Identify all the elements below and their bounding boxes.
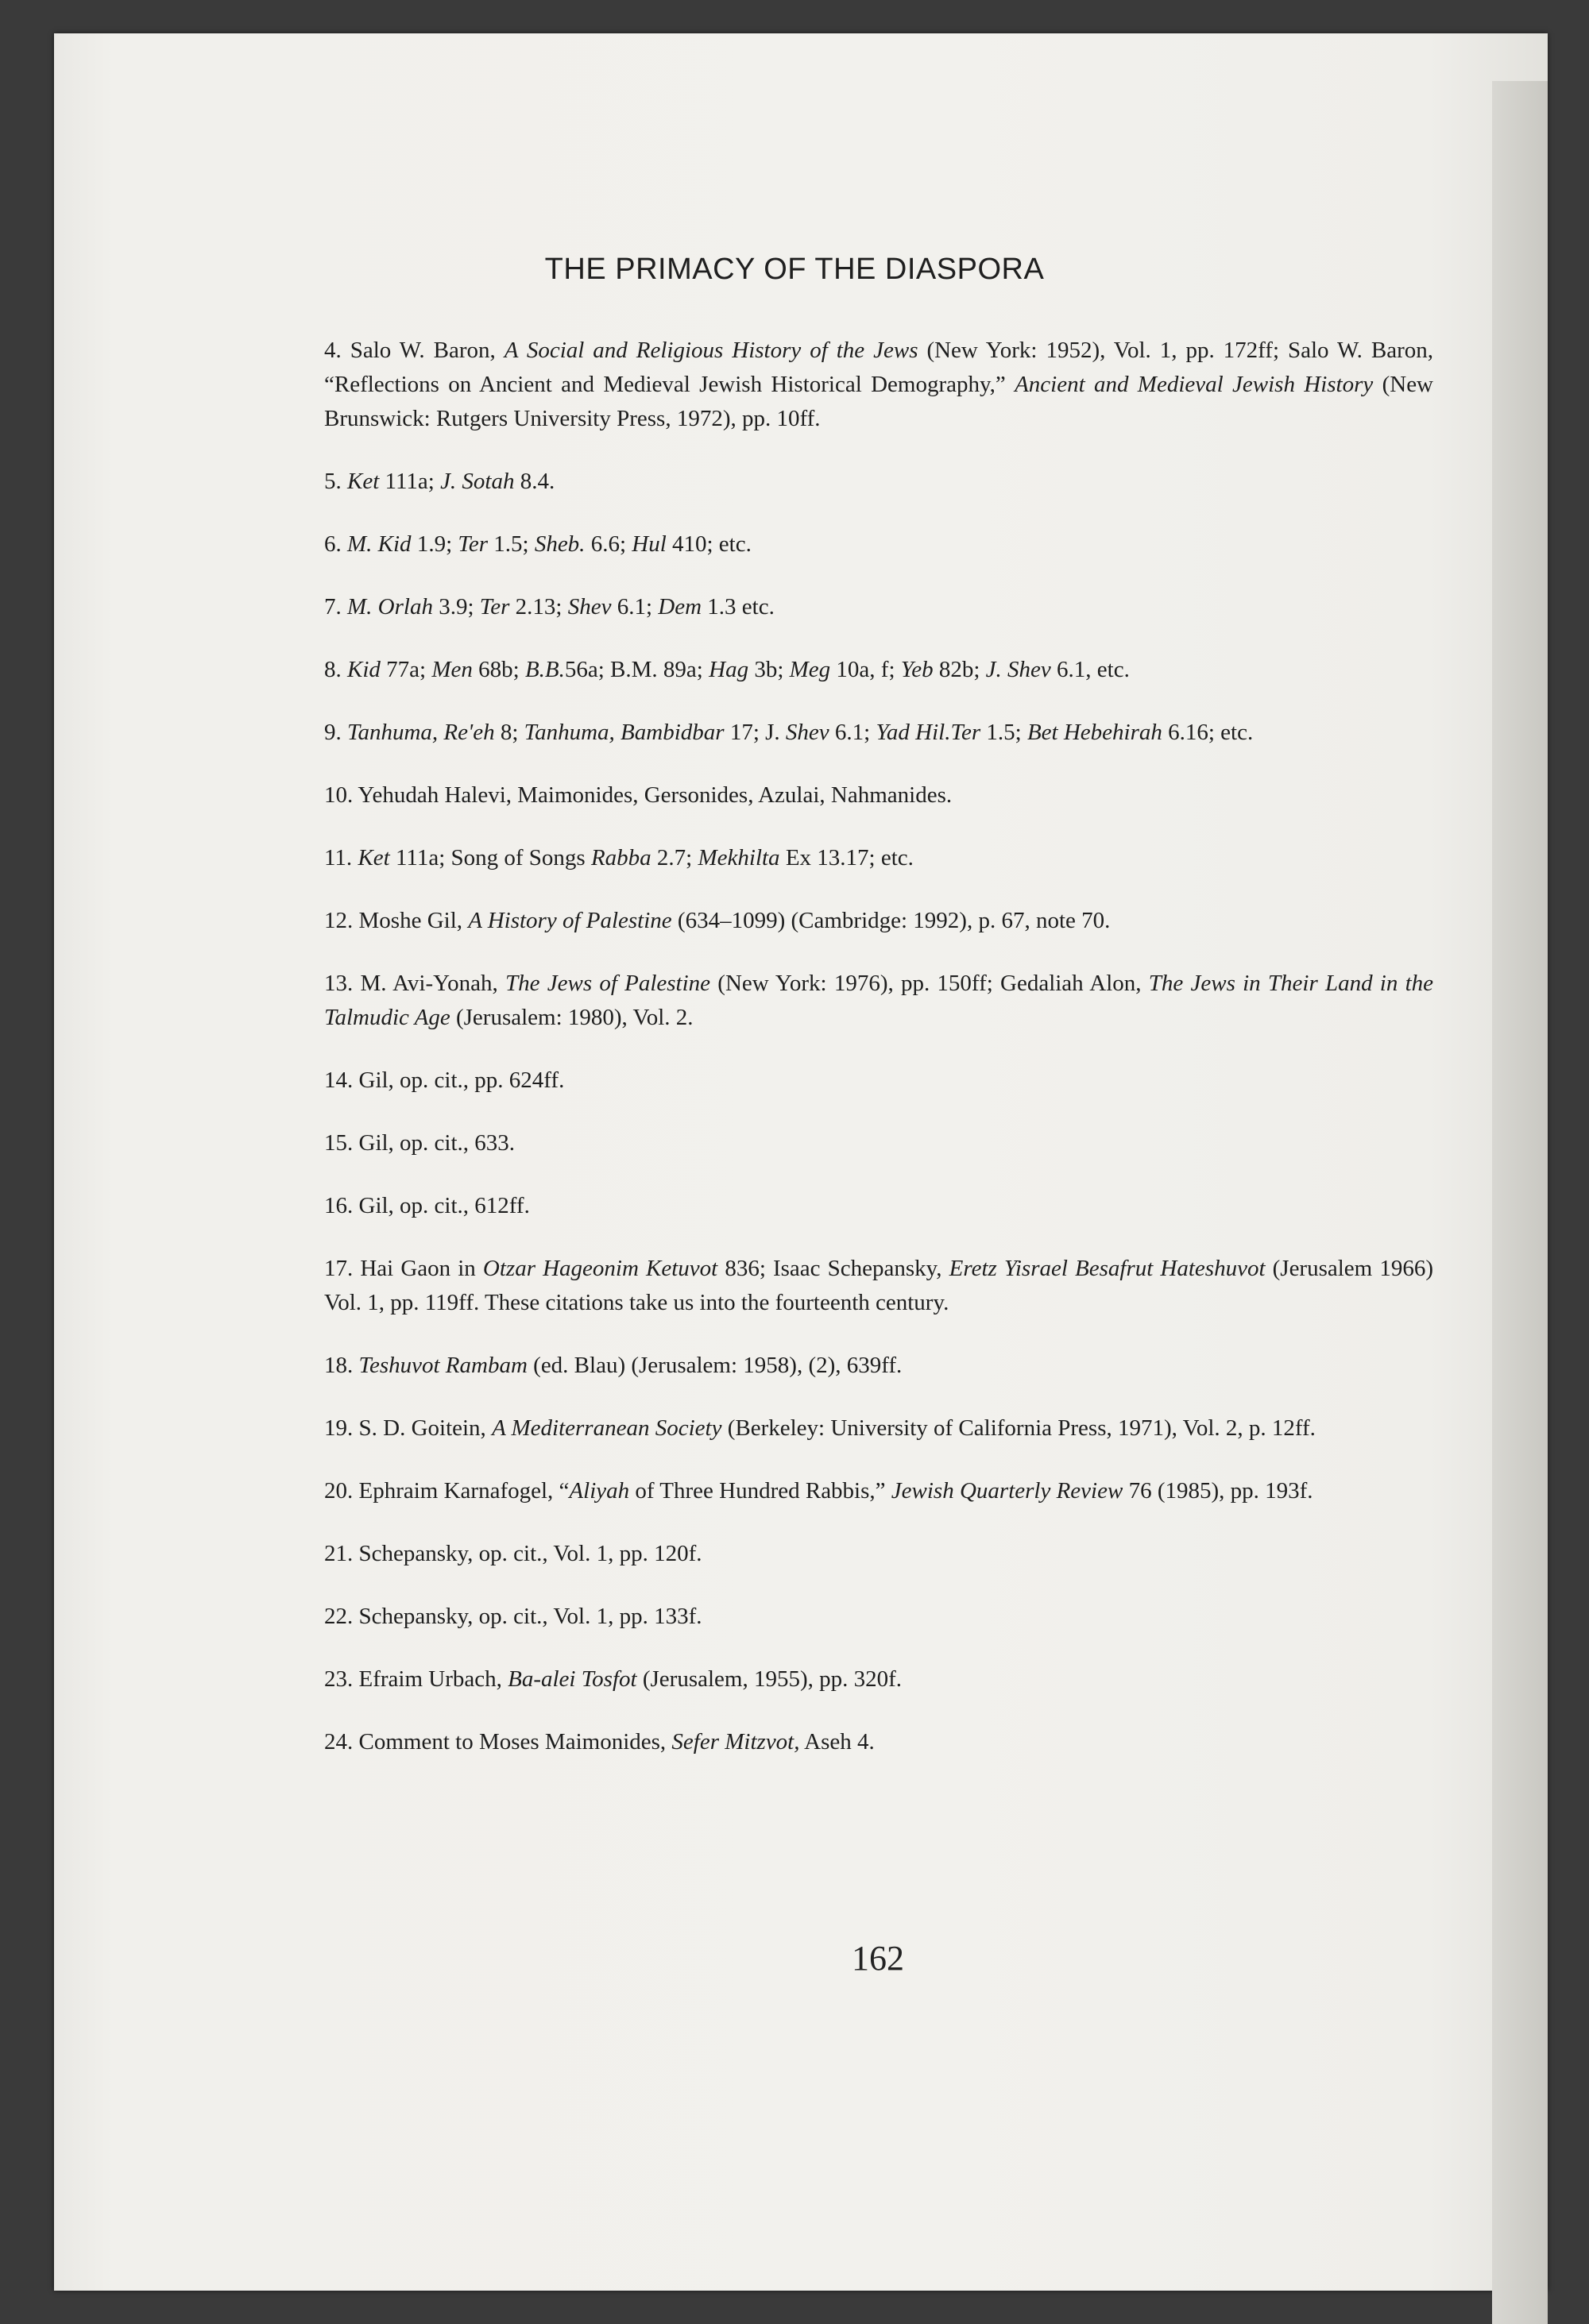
endnote-title-run: Ket — [358, 845, 390, 871]
endnote-text-run: (New York: 1952), Vol. 1, pp. 172ff; Salo W. Baron, “Reflections on Ancient and Medieval Jewish Historical Demography,” — [324, 338, 1434, 397]
endnote-text-run: 6.1, etc. — [1050, 657, 1130, 682]
endnote-text-run: 10. Yehudah Halevi, Maimonides, Gersonides, Azulai, Nahmanides. — [324, 782, 953, 808]
endnote-text-run: 111a; Song of Songs — [389, 845, 591, 871]
endnote-text-run: 24. Comment to Moses Maimonides, — [324, 1729, 672, 1755]
endnote-title-run: The Jews in Their Land in the Talmudic Age — [324, 971, 1434, 1030]
endnote-text-run: 8. — [324, 657, 347, 682]
endnote-title-run: B.B. — [524, 657, 565, 682]
endnote-text-run: 21. Schepansky, op. cit., Vol. 1, pp. 120f. — [324, 1541, 702, 1566]
endnote-text-run: of Three Hundred Rabbis,” — [629, 1478, 891, 1504]
endnote-text-run: 836; Isaac Schepansky, — [717, 1256, 949, 1281]
endnote-text-run: 1.9; — [411, 531, 458, 557]
endnote-text-run: 76 (1985), pp. 193f. — [1123, 1478, 1313, 1504]
endnote-text-run: 6.1; — [611, 594, 659, 620]
endnotes-list — [324, 334, 1433, 1788]
endnote — [324, 841, 1433, 875]
endnote-text-run: 2.13; — [509, 594, 568, 620]
endnote — [324, 1474, 1433, 1508]
endnote-text-run: 1.5; — [980, 720, 1027, 745]
endnote-text-run: 6.6; — [585, 531, 632, 557]
endnote-title-run: A History of Palestine — [468, 908, 672, 933]
endnote — [324, 1411, 1433, 1446]
endnote-title-run: Kid — [347, 657, 381, 682]
endnote-title-run: M. Kid — [347, 531, 412, 557]
endnote-text-run: 3b; — [748, 657, 790, 682]
endnote-text-run: 8; — [494, 720, 524, 745]
endnote-text-run: 5. — [324, 469, 347, 494]
endnote — [324, 1349, 1433, 1383]
endnote-title-run: Yeb — [900, 657, 934, 682]
endnote — [324, 1662, 1433, 1697]
endnote-title-run: Hul — [632, 531, 667, 557]
endnote — [324, 778, 1433, 813]
endnote — [324, 904, 1433, 938]
endnote-text-run: (ed. Blau) (Jerusalem: 1958), (2), 639ff. — [527, 1353, 903, 1378]
endnote-title-run: Tanhuma, Bambidbar — [524, 720, 725, 745]
endnote-text-run: 4. Salo W. Baron, — [324, 338, 505, 363]
endnote-title-run: Meg — [789, 657, 831, 682]
endnote-text-run: Ex 13.17; etc. — [779, 845, 914, 871]
endnote-text-run: 20. Ephraim Karnafogel, “ — [324, 1478, 570, 1504]
endnote-title-run: Shev — [567, 594, 612, 620]
endnote-title-run: Ket — [347, 469, 380, 494]
endnote-text-run: 111a; — [379, 469, 441, 494]
endnote-title-run: Mekhilta — [698, 845, 780, 871]
endnote-title-run: A Mediterranean Society — [492, 1415, 722, 1441]
endnote-title-run: Bet Hebehirah — [1026, 720, 1162, 745]
endnote — [324, 1064, 1433, 1098]
endnote-title-run: M. Orlah — [347, 594, 433, 620]
endnote-text-run: 16. Gil, op. cit., 612ff. — [324, 1193, 530, 1218]
endnote-title-run: Shev — [785, 720, 829, 745]
endnote-title-run: Hag — [709, 657, 749, 682]
endnote-text-run: 17; J. — [724, 720, 786, 745]
endnote-title-run: Eretz Yisrael Besafrut Hateshuvot — [949, 1256, 1266, 1281]
endnote-title-run: Sefer Mitzvot, — [671, 1729, 800, 1755]
endnote-text-run: 82b; — [933, 657, 986, 682]
page-number: 162 — [852, 1939, 904, 1978]
endnote — [324, 1252, 1433, 1320]
endnote-title-run: Otzar Hageonim Ketuvot — [482, 1256, 718, 1281]
endnote-text-run: 3.9; — [432, 594, 480, 620]
endnote-text-run: (Jerusalem, 1955), pp. 320f. — [636, 1666, 903, 1692]
endnote-text-run: 18. — [324, 1353, 359, 1378]
endnote — [324, 334, 1433, 436]
endnote — [324, 1600, 1433, 1634]
endnote-text-run: 22. Schepansky, op. cit., Vol. 1, pp. 133f. — [324, 1604, 702, 1629]
endnote-text-run: 56a; B.M. 89a; — [564, 657, 709, 682]
endnote-title-run: Sheb. — [534, 531, 586, 557]
endnote-text-run: 2.7; — [651, 845, 698, 871]
endnote — [324, 465, 1433, 499]
endnote-text-run: 17. Hai Gaon in — [324, 1256, 483, 1281]
endnote — [324, 1537, 1433, 1571]
running-head: THE PRIMACY OF THE DIASPORA — [544, 253, 1045, 286]
endnote-text-run: 11. — [324, 845, 358, 871]
endnote-text-run: 14. Gil, op. cit., pp. 624ff. — [324, 1067, 565, 1093]
endnote-text-run: 23. Efraim Urbach, — [324, 1666, 508, 1692]
endnote-title-run: Men — [431, 657, 473, 682]
endnote-title-run: J. Sotah — [440, 469, 515, 494]
facing-page-edge — [1492, 81, 1548, 2324]
endnote-title-run: J. Shev — [985, 657, 1051, 682]
endnote-text-run: 68b; — [472, 657, 525, 682]
endnote-text-run: 6.16; etc. — [1162, 720, 1254, 745]
endnote-title-run: Tanhuma, Re'eh — [347, 720, 495, 745]
endnote-title-run: Teshuvot Rambam — [358, 1353, 528, 1378]
endnote — [324, 1126, 1433, 1160]
endnote-text-run: Aseh 4. — [799, 1729, 875, 1755]
endnote-text-run: 77a; — [380, 657, 432, 682]
endnote-title-run: A Social and Religious History of the Jews — [504, 338, 918, 363]
endnote — [324, 1189, 1433, 1223]
endnote-title-run: Aliyah — [569, 1478, 630, 1504]
endnote-text-run: 19. S. D. Goitein, — [324, 1415, 493, 1441]
endnote-title-run: Jewish Quarterly Review — [891, 1478, 1123, 1504]
endnote — [324, 527, 1433, 562]
endnote — [324, 967, 1433, 1035]
endnote-text-run: 10a, f; — [830, 657, 901, 682]
endnote-text-run: 1.5; — [488, 531, 535, 557]
endnote-title-run: Ter — [479, 594, 510, 620]
endnote-text-run: (Berkeley: University of California Press, 1971), Vol. 2, p. 12ff. — [721, 1415, 1316, 1441]
endnote-text-run: (New York: 1976), pp. 150ff; Gedaliah Alon, — [710, 971, 1149, 996]
endnote — [324, 653, 1433, 687]
endnote-text-run: 410; etc. — [666, 531, 752, 557]
endnote-title-run: Dem — [658, 594, 702, 620]
endnote-text-run: 7. — [324, 594, 347, 620]
endnote-title-run: The Jews of Palestine — [505, 971, 711, 996]
endnote-title-run: Ba-alei Tosfot — [508, 1666, 637, 1692]
endnote-title-run: Ancient and Medieval Jewish History — [1015, 372, 1374, 397]
endnote-text-run: 13. M. Avi-Yonah, — [324, 971, 506, 996]
endnote-title-run: Yad Hil.Ter — [876, 720, 981, 745]
endnote — [324, 716, 1433, 750]
endnote-text-run: (634–1099) (Cambridge: 1992), p. 67, note 70. — [671, 908, 1111, 933]
endnote-text-run: (Jerusalem: 1980), Vol. 2. — [450, 1005, 694, 1030]
endnote-text-run: (Jerusalem 1966) Vol. 1, pp. 119ff. These citations take us into the fourteenth century. — [324, 1256, 1433, 1315]
endnote-text-run: 9. — [324, 720, 347, 745]
endnote-text-run: 6. — [324, 531, 347, 557]
endnote — [324, 1725, 1433, 1759]
endnote-title-run: Ter — [458, 531, 488, 557]
endnote-text-run: 8.4. — [514, 469, 555, 494]
endnote-title-run: Rabba — [590, 845, 651, 871]
endnote-text-run: 15. Gil, op. cit., 633. — [324, 1130, 516, 1156]
endnote-text-run: 6.1; — [829, 720, 876, 745]
endnote-text-run: 1.3 etc. — [702, 594, 775, 620]
endnote-text-run: 12. Moshe Gil, — [324, 908, 469, 933]
endnote — [324, 590, 1433, 624]
endnote-text-run: (New Brunswick: Rutgers University Press, 1972), pp. 10ff. — [324, 372, 1434, 431]
